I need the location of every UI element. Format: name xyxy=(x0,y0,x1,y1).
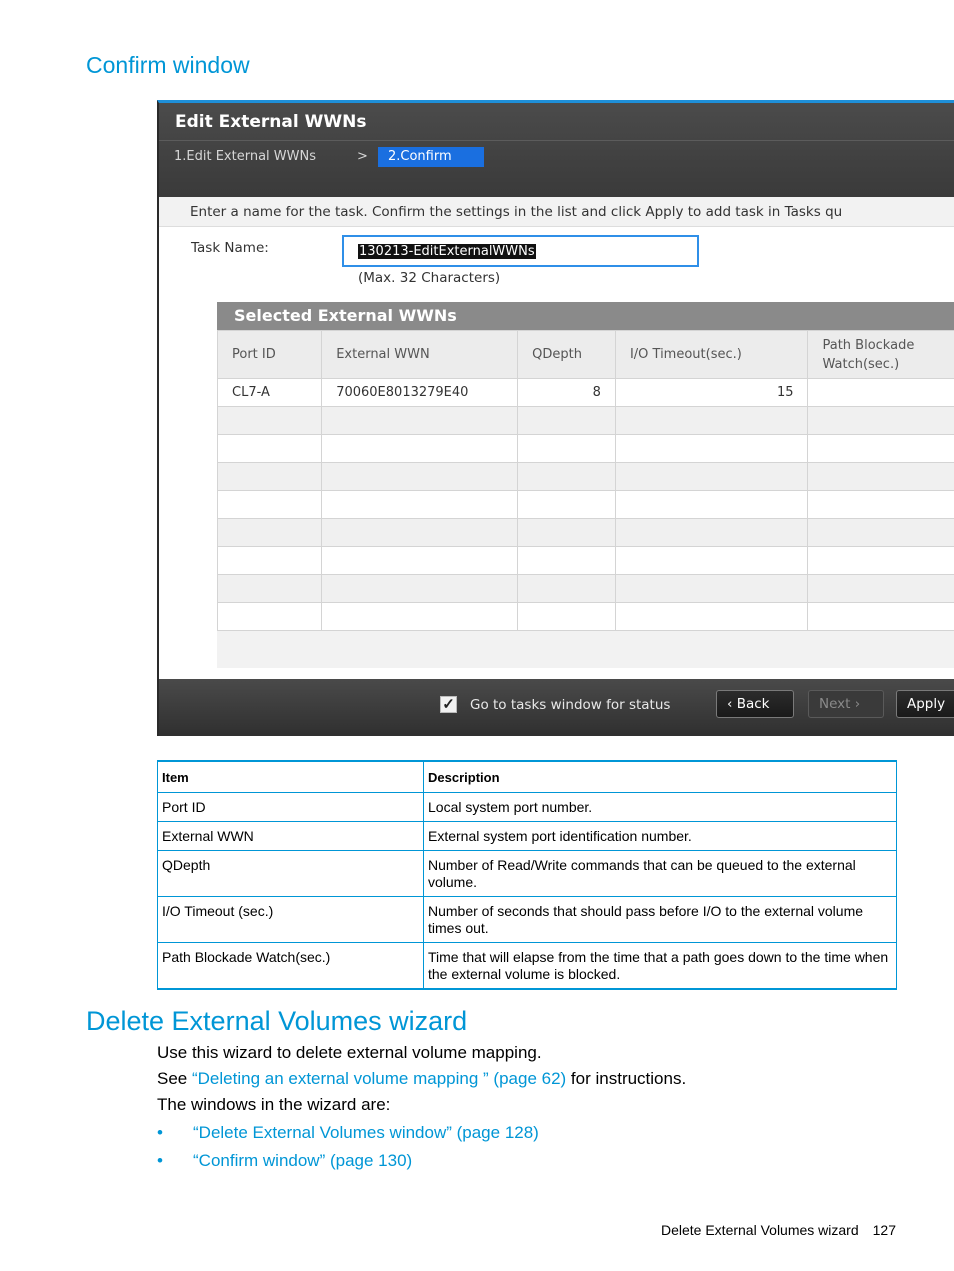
next-button-label: Next xyxy=(819,696,851,712)
back-button[interactable] xyxy=(716,690,794,718)
apply-button[interactable] xyxy=(896,690,954,718)
table-row xyxy=(158,822,897,851)
desc-description: External system port identification number. xyxy=(424,822,897,851)
paragraph-see-instructions xyxy=(157,1069,686,1089)
desc-description: Number of Read/Write commands that can be queued to the external volume. xyxy=(424,851,897,897)
cell-port-id: CL7-A xyxy=(218,379,322,407)
page-number: 127 xyxy=(872,1222,896,1238)
bullet-icon: • xyxy=(157,1151,163,1170)
wizard-footer xyxy=(159,679,954,736)
step-separator: > xyxy=(357,149,368,164)
task-name-label: Task Name: xyxy=(191,240,269,256)
wizard-header xyxy=(159,103,954,197)
table-row-empty xyxy=(218,603,954,631)
link-deleting-mapping[interactable]: “Deleting an external volume mapping ” (page 62) xyxy=(191,1069,567,1088)
section-heading-confirm-window: Confirm window xyxy=(86,52,250,78)
col-path-blockade[interactable]: Path Blockade Watch(sec.) xyxy=(808,331,954,379)
table-row xyxy=(158,943,897,990)
screenshot-edit-external-wwns xyxy=(157,100,954,736)
link-delete-external-volumes-window[interactable]: “Delete External Volumes window” (page 128) xyxy=(193,1123,539,1142)
table-header-row xyxy=(218,331,954,379)
step-edit-external-wwns[interactable]: 1.Edit External WWNs xyxy=(174,149,316,164)
next-button[interactable] xyxy=(808,690,884,718)
cell-qdepth: 8 xyxy=(518,379,616,407)
col-qdepth[interactable]: QDepth xyxy=(518,331,616,379)
section-heading-delete-wizard: Delete External Volumes wizard xyxy=(86,1006,468,1036)
desc-header-description: Description xyxy=(424,761,897,793)
col-port-id[interactable]: Port ID xyxy=(218,331,322,379)
desc-item: QDepth xyxy=(158,851,424,897)
col-external-wwn[interactable]: External WWN xyxy=(322,331,518,379)
task-name-hint: (Max. 32 Characters) xyxy=(358,270,501,286)
table-row[interactable] xyxy=(218,379,954,407)
table-row-empty xyxy=(218,547,954,575)
instruction-bar: Enter a name for the task. Confirm the settings in the list and click Apply to add task in Tasks qu xyxy=(159,197,954,227)
col-io-timeout[interactable]: I/O Timeout(sec.) xyxy=(615,331,808,379)
paragraph-intro: Use this wizard to delete external volume mapping. xyxy=(157,1043,542,1062)
table-row-empty xyxy=(218,575,954,603)
table-row-empty xyxy=(218,463,954,491)
cell-io-timeout: 15 xyxy=(615,379,808,407)
go-to-tasks-label: Go to tasks window for status xyxy=(470,697,671,713)
table-row xyxy=(158,793,897,822)
step-confirm-active[interactable]: 2.Confirm xyxy=(378,147,484,167)
desc-description: Local system port number. xyxy=(424,793,897,822)
paragraph-prefix: See xyxy=(157,1069,192,1088)
list-item xyxy=(157,1151,412,1171)
chevron-right-icon: › xyxy=(854,696,861,712)
table-row-empty xyxy=(218,435,954,463)
table-row xyxy=(158,897,897,943)
header-divider xyxy=(159,140,954,141)
go-to-tasks-checkbox[interactable]: ✓ xyxy=(440,696,457,713)
cell-external-wwn: 70060E8013279E40 xyxy=(322,379,518,407)
page-footer xyxy=(661,1222,896,1238)
table-row xyxy=(158,851,897,897)
chevron-left-icon: ‹ xyxy=(727,696,733,712)
task-name-value: 130213-EditExternalWWNs xyxy=(359,244,535,259)
desc-header-item: Item xyxy=(158,761,424,793)
table-row-empty xyxy=(218,519,954,547)
desc-item: Port ID xyxy=(158,793,424,822)
wizard-title: Edit External WWNs xyxy=(175,112,367,132)
footer-title: Delete External Volumes wizard xyxy=(660,1222,859,1238)
selected-wwns-heading: Selected External WWNs xyxy=(217,302,954,330)
description-table xyxy=(157,760,897,990)
paragraph-windows: The windows in the wizard are: xyxy=(157,1095,391,1114)
desc-item: External WWN xyxy=(158,822,424,851)
task-name-input[interactable] xyxy=(342,235,699,267)
table-row-empty xyxy=(218,491,954,519)
selected-wwns-table xyxy=(217,330,954,631)
link-confirm-window[interactable]: “Confirm window” (page 130) xyxy=(193,1151,413,1170)
desc-item: Path Blockade Watch(sec.) xyxy=(158,943,424,990)
bullet-icon: • xyxy=(157,1123,163,1142)
paragraph-suffix: for instructions. xyxy=(566,1069,687,1088)
desc-header-row xyxy=(158,761,897,793)
desc-description: Number of seconds that should pass before I/O to the external volume times out. xyxy=(424,897,897,943)
cell-path-blockade xyxy=(808,379,954,407)
back-button-label: Back xyxy=(736,696,770,712)
desc-item: I/O Timeout (sec.) xyxy=(158,897,424,943)
list-item xyxy=(157,1123,539,1143)
table-row-empty xyxy=(218,407,954,435)
desc-description: Time that will elapse from the time that a path goes down to the time when the external volume is blocked. xyxy=(424,943,897,990)
selected-wwns-panel xyxy=(217,302,954,668)
apply-button-label: Apply xyxy=(907,696,946,712)
